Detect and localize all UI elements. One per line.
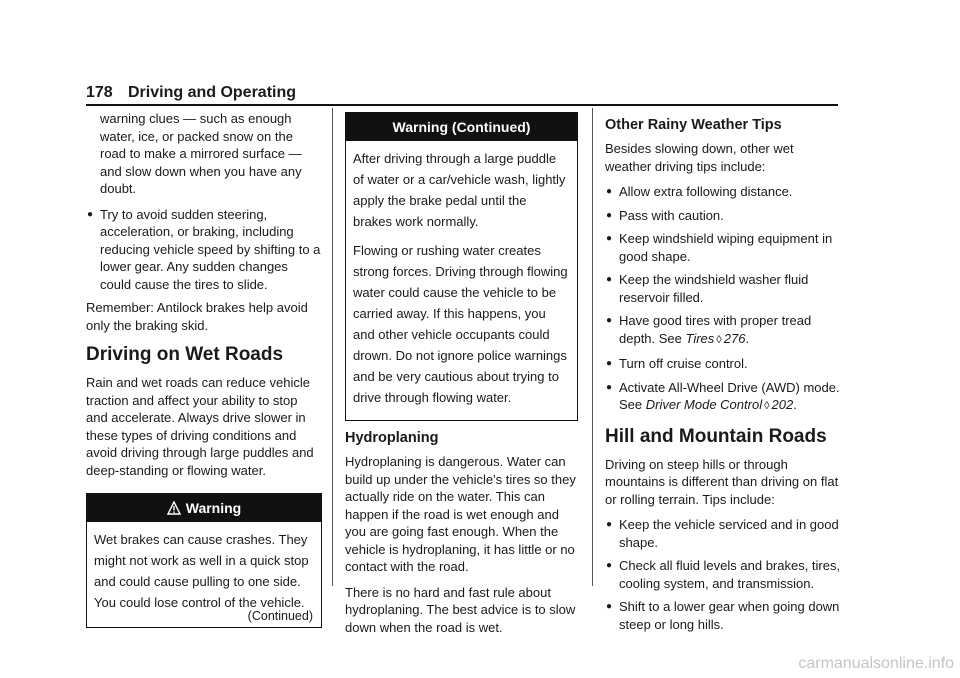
list-item: ● Pass with caution. xyxy=(606,207,724,223)
warning-body xyxy=(346,141,577,420)
hill-mountain-paragraph: Driving on steep hills or through mountains is different than driving on flat or rolling terrain. Tips include: xyxy=(605,456,839,507)
warning-box xyxy=(86,493,322,628)
list-item: ● Turn off cruise control. xyxy=(606,356,748,371)
hydroplaning-advice: There is no hard and fast rule about hydroplaning. The best advice is to slow down when the road is wet. xyxy=(345,584,576,635)
driver-mode-control-link[interactable]: Driver Mode Control xyxy=(645,397,763,412)
list-item: ● Keep windshield wiping equipment in good shape. xyxy=(606,231,833,264)
bullet-icon: ● xyxy=(606,186,613,197)
list-item: ● Allow extra following distance. xyxy=(606,184,793,199)
list-item: ● Shift to a lower gear when going down steep or long hills. xyxy=(606,599,840,632)
list-item: ● Have good tires with proper tread depth. See Tires ◊ 276. xyxy=(606,313,812,346)
heading-hydroplaning: Hydroplaning xyxy=(345,430,439,446)
bullet-icon: ● xyxy=(606,358,613,369)
column-divider-right xyxy=(592,108,593,586)
heading-rainy-tips: Other Rainy Weather Tips xyxy=(605,117,782,133)
bullet-icon: ● xyxy=(606,315,613,326)
watermark: carmanualsonline.info xyxy=(798,655,954,672)
column-divider-left xyxy=(332,108,333,586)
rainy-tips-intro: Besides slowing down, other wet weather driving tips include: xyxy=(605,141,794,174)
bullet-icon: ● xyxy=(606,560,613,571)
column-1 xyxy=(86,110,322,636)
bullet-icon: ● xyxy=(606,274,613,285)
list-item: ● Activate All-Wheel Drive (AWD) mode. See Driver Mode Control ◊ 202. xyxy=(606,379,840,412)
bullet-icon: ● xyxy=(606,233,613,244)
tires-page-ref[interactable]: 276 xyxy=(723,330,746,346)
list-item: ● Keep the vehicle serviced and in good shape. xyxy=(606,517,839,550)
bullet-icon: ● xyxy=(606,519,613,530)
wet-roads-paragraph: Rain and wet roads can reduce vehicle traction and affect your ability to stop and accelerate. Always drive slower in these types of driving conditions and avoid driving through large puddles and deep-standing or flowing water. xyxy=(86,375,314,478)
page-reference-icon: ◊ xyxy=(764,400,770,412)
bullet-icon: ● xyxy=(606,209,613,221)
column-2 xyxy=(345,112,578,644)
page-reference-icon: ◊ xyxy=(716,333,722,346)
hydroplaning-paragraph: Hydroplaning is dangerous. Water can build up under the vehicle's tires so they actually ride on the water. This can happen if the road is wet enough and you are going fast enough. When the vehicle is hydroplaning, it has little or no contact with the road. xyxy=(345,454,576,574)
heading-wet-roads: Driving on Wet Roads xyxy=(86,344,284,365)
warning-header xyxy=(87,494,321,522)
warning-box-continued xyxy=(345,112,578,421)
page-header xyxy=(86,82,838,106)
heading-hill-mountain: Hill and Mountain Roads xyxy=(605,425,827,447)
column-3 xyxy=(605,108,841,639)
continued-label: (Continued) xyxy=(247,609,313,623)
warning-body xyxy=(87,522,321,627)
list-item: ● Check all fluid levels and brakes, tires, cooling system, and transmission. xyxy=(606,558,841,591)
continued-text: warning clues — such as enough water, ice, or packed snow on the road to make a mirrored surface — and slow down when you have any doubt. xyxy=(100,111,302,196)
warning-title: Warning xyxy=(185,500,242,516)
warning-paragraph: After driving through a large puddle of water or a car/vehicle wash, lightly apply the brake pedal until the brakes work normally. xyxy=(353,151,566,229)
bullet-icon: ● xyxy=(606,381,613,393)
warning-header: Warning (Continued) xyxy=(346,113,577,141)
section-title: Driving and Operating xyxy=(128,84,297,101)
driver-mode-page-ref[interactable]: 202 xyxy=(771,397,794,412)
warning-triangle-icon xyxy=(167,501,181,515)
tires-link[interactable]: Tires xyxy=(685,330,715,346)
list-item: ● Keep the windshield washer fluid reservoir filled. xyxy=(606,272,809,305)
bullet-icon: ● xyxy=(606,601,613,612)
bullet-icon: ● xyxy=(87,208,94,220)
warning-paragraph: Flowing or rushing water creates strong forces. Driving through flowing water could cause the vehicle to be carried away. If this happens, you and other vehicle occupants could drown. Do not ignore police warnings and be very cautious about trying to drive through flowing water. xyxy=(353,243,568,405)
page-number: 178 xyxy=(86,84,113,101)
warning-text: Wet brakes can cause crashes. They might not work as well in a quick stop and could cause pulling to one side. You could lose control of the vehicle. xyxy=(94,532,309,610)
list-item: ● Try to avoid sudden steering, acceleration, or braking, including reducing vehicle speed by shifting to a lower gear. Any sudden changes could cause the tires to slide. xyxy=(87,206,321,292)
remember-note: Remember: Antilock brakes help avoid only the braking skid. xyxy=(86,300,308,333)
